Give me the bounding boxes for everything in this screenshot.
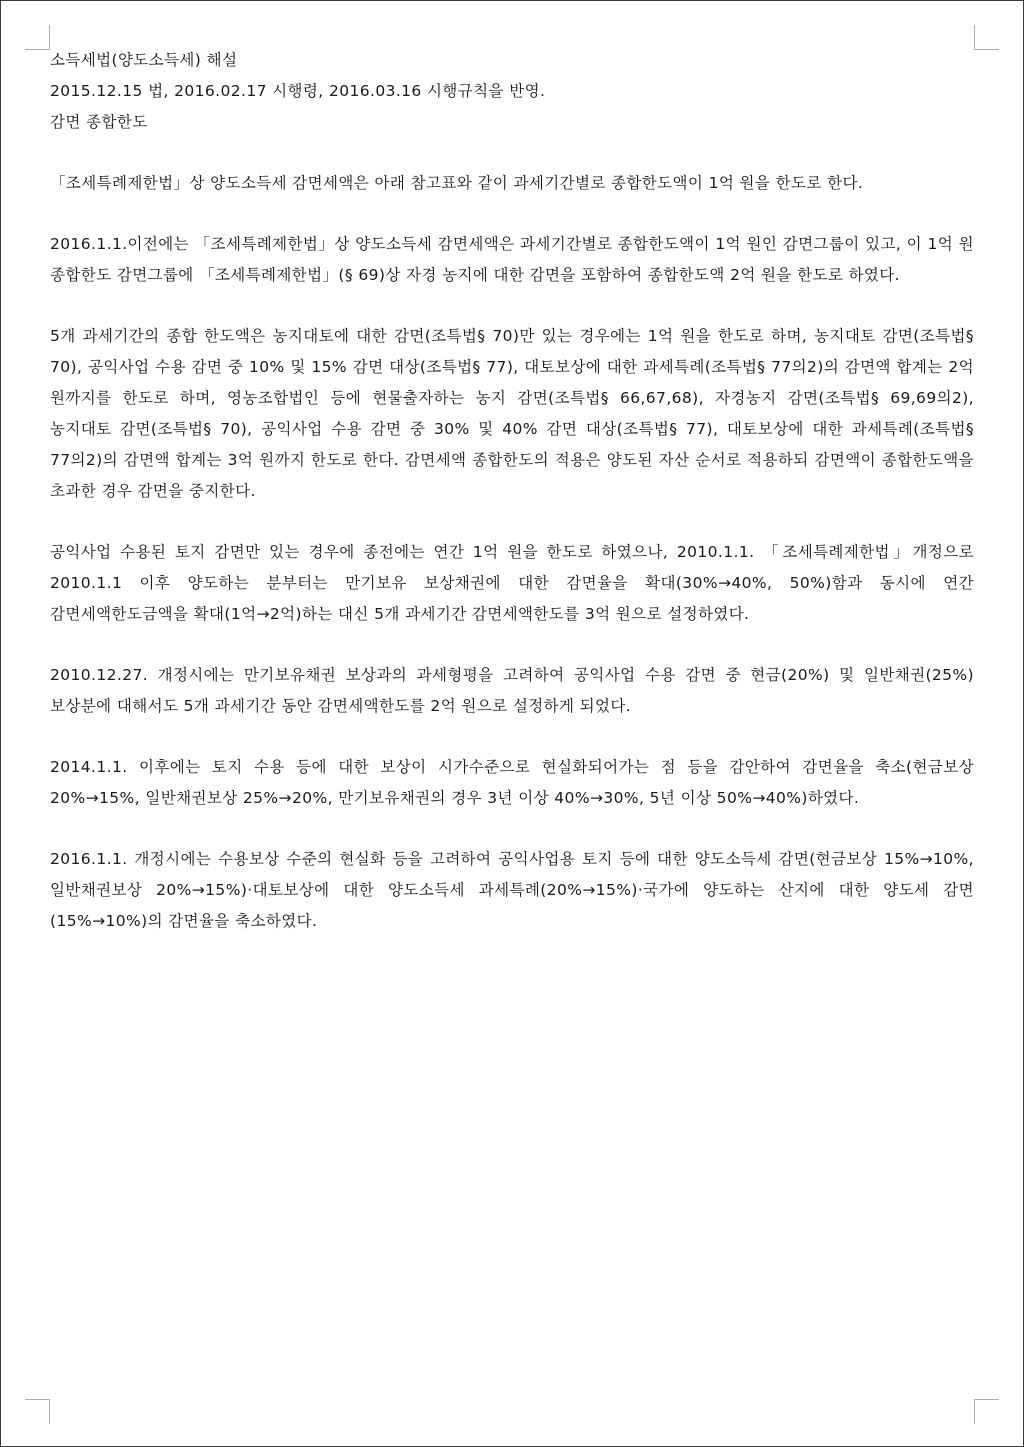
paragraph-five-year-limit: 5개 과세기간의 종합 한도액은 농지대토에 대한 감면(조특법§ 70)만 있는 경우에는 1억 원을 한도로 하며, 농지대토 감면(조특법§ 70), 공익사업 수용 감면 중 10% 및 15% 감면 대상(조특법§ 77), 대토보상에 대한 과세특례(조특법§ 77의2)의 감면액 합계는 2억 원까지를 한도로 하며, 영농조합법인 등에 현물출자하는 농지 감면(조특법§ 66,67,68), 자경농지 감면(조특법§ 69,69의2), 농지대토 감면(조특법§ 70), 공익사업 수용 감면 중 30% 및 40% 감면 대상(조특법§ 77), 대토보상에 대한 과세특례(조특법§ 77의2)의 감면액 합계는 3억 원까지 한도로 한다. 감면세액 종합한도의 적용은 양도된 자산 순서로 적용하되 감면액이 종합한도액을 초과한 경우 감면을 중지한다. — [50, 327, 974, 500]
crop-mark-top-right — [974, 25, 999, 50]
paragraph-2010-12-amendment: 2010.12.27. 개정시에는 만기보유채권 보상과의 과세형평을 고려하여 공익사업 수용 감면 중 현금(20%) 및 일반채권(25%) 보상분에 대해서도 5개 과세기간 동안 감면세액한도를 2억 원으로 설정하게 되었다. — [50, 666, 974, 715]
paragraph-pre-2016: 2016.1.1.이전에는 「조세특례제한법」상 양도소득세 감면세액은 과세기간별로 종합한도액이 1억 원인 감면그룹이 있고, 이 1억 원 종합한도 감면그룹에 「조세특례제한법」(§ 69)상 자경 농지에 대한 감면을 포함하여 종합한도액 2억 원을 한도로 하였다. — [50, 235, 974, 284]
paragraph-2016-amendment: 2016.1.1. 개정시에는 수용보상 수준의 현실화 등을 고려하여 공익사업용 토지 등에 대한 양도소득세 감면(현금보상 15%→10%, 일반채권보상 20%→15%)·대토보상에 대한 양도소득세 과세특례(20%→15%)·국가에 양도하는 산지에 대한 양도세 감면(15%→10%)의 감면율을 축소하였다. — [50, 850, 974, 930]
document-title: 소득세법(양도소득세) 해설 — [50, 51, 238, 69]
crop-mark-top-left — [25, 25, 50, 50]
document-body — [50, 45, 974, 967]
paragraph-intro: 「조세특례제한법」상 양도소득세 감면세액은 아래 참고표와 같이 과세기간별로 종합한도액이 1억 원을 한도로 한다. — [50, 174, 864, 192]
paragraph-2014-amendment: 2014.1.1. 이후에는 토지 수용 등에 대한 보상이 시가수준으로 현실화되어가는 점 등을 감안하여 감면율을 축소(현금보상 20%→15%, 일반채권보상 25%→20%, 만기보유채권의 경우 3년 이상 40%→30%, 5년 이상 50%→40%)하였다. — [50, 758, 974, 807]
paragraph-2010-amendment: 공익사업 수용된 토지 감면만 있는 경우에 종전에는 연간 1억 원을 한도로 하였으나, 2010.1.1. 「조세특례제한법」개정으로 2010.1.1 이후 양도하는 분부터는 만기보유 보상채권에 대한 감면율을 확대(30%→40%, 50%)함과 동시에 연간 감면세액한도금액을 확대(1억→2억)하는 대신 5개 과세기간 감면세액한도를 3억 원으로 설정하였다. — [50, 543, 974, 623]
revision-note: 2015.12.15 법, 2016.02.17 시행령, 2016.03.16 시행규칙을 반영. — [50, 82, 546, 100]
crop-mark-bottom-right — [974, 1399, 999, 1424]
section-heading: 감면 종합한도 — [50, 113, 148, 131]
document-header — [50, 45, 974, 138]
crop-mark-bottom-left — [25, 1399, 50, 1424]
